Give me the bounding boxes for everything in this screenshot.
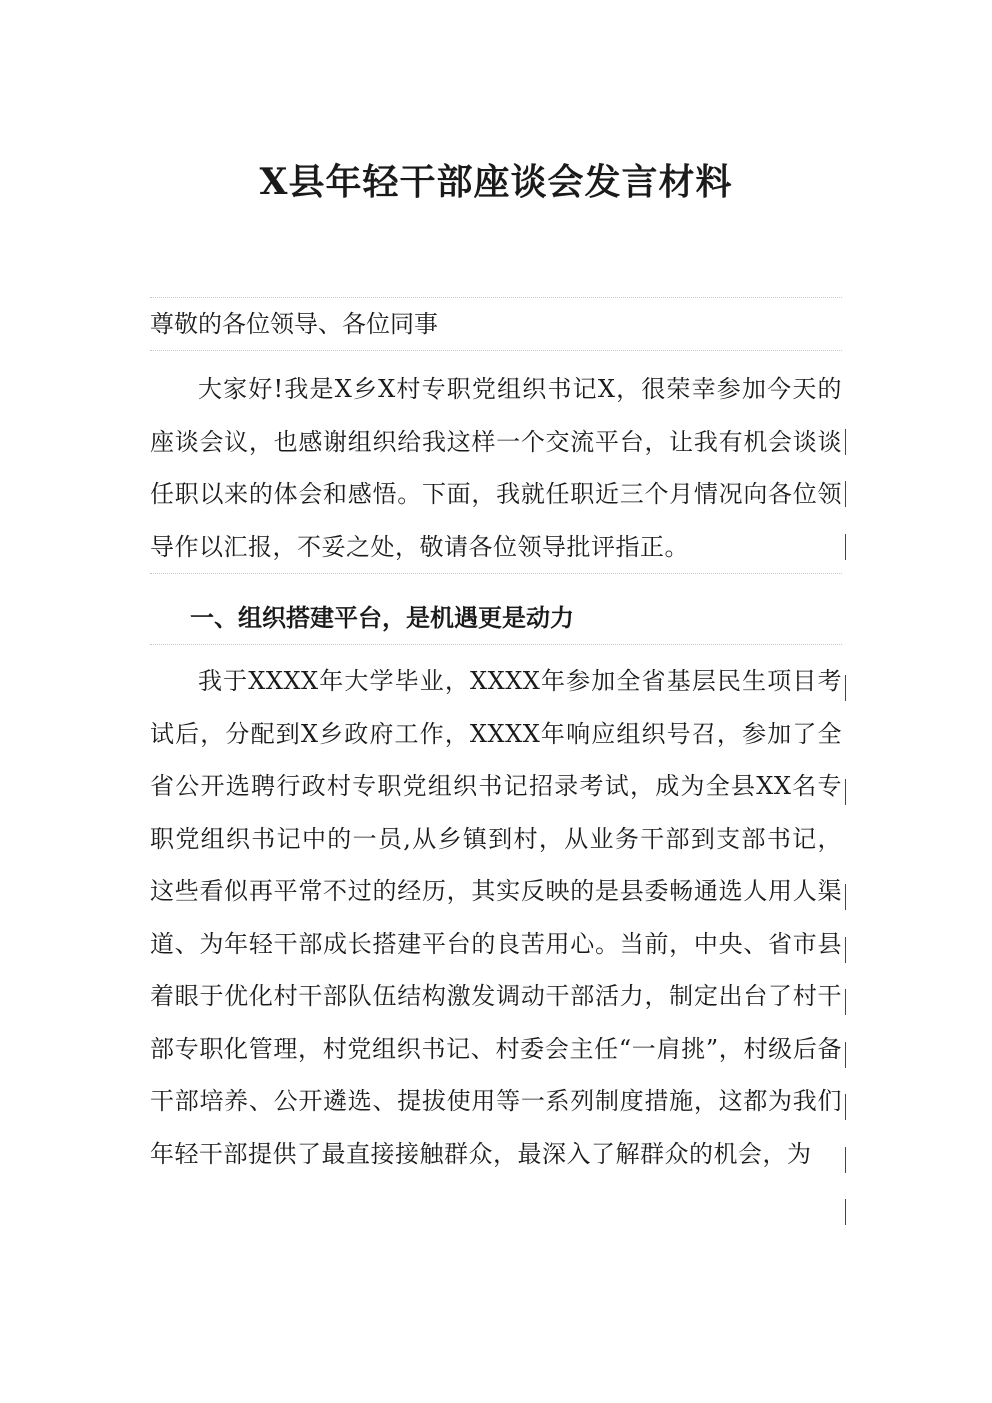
line-end-mark bbox=[845, 481, 846, 507]
document-body bbox=[150, 297, 842, 1180]
document-title: X县年轻干部座谈会发言材料 bbox=[259, 161, 733, 203]
line-end-mark bbox=[845, 1199, 846, 1225]
intro-block bbox=[150, 363, 842, 574]
line-end-marks bbox=[844, 363, 846, 573]
line-end-mark bbox=[845, 779, 846, 805]
intro-paragraph: 大家好!我是X乡X村专职党组织书记X，很荣幸参加今天的座谈会议，也感谢组织给我这样一个交流平台，让我有机会谈谈任职以来的体会和感悟。下面，我就任职近三个月情况向各位领导作以汇报，不妥之处，敬请各位领导批评指正。 bbox=[150, 375, 842, 561]
line-end-mark bbox=[845, 534, 846, 560]
line-end-mark bbox=[845, 1042, 846, 1068]
section-body-block bbox=[150, 655, 842, 1180]
line-end-mark bbox=[845, 429, 846, 455]
section-paragraph: 我于XXXX年大学毕业，XXXX年参加全省基层民生项目考试后，分配到X乡政府工作，XXXX年响应组织号召，参加了全省公开选聘行政村专职党组织书记招录考试，成为全县XX名专职党组织书记中的一员,从乡镇到村，从业务干部到支部书记，这些看似再平常不过的经历，其实反映的是县委畅通选人用人渠道、为年轻干部成长搭建平台的良苦用心。当前，中央、省市县着眼于优化村干部队伍结构激发调动干部活力，制定出台了村干部专职化管理，村党组织书记、村委会主任“一肩挑”，村级后备干部培养、公开遴选、提拔使用等一系列制度措施，这都为我们年轻干部提供了最直接接触群众，最深入了解群众的机会，为 bbox=[150, 667, 842, 1168]
line-end-mark bbox=[845, 989, 846, 1015]
line-end-mark bbox=[845, 675, 846, 701]
section-heading-block bbox=[150, 592, 842, 645]
line-end-mark bbox=[845, 884, 846, 910]
salutation-block bbox=[150, 297, 842, 351]
salutation: 尊敬的各位领导、各位同事 bbox=[150, 310, 438, 338]
line-end-marks bbox=[844, 655, 846, 1180]
line-end-mark bbox=[845, 1094, 846, 1120]
section-heading: 一、组织搭建平台，是机遇更是动力 bbox=[190, 604, 574, 632]
line-end-mark bbox=[845, 1147, 846, 1173]
line-end-mark bbox=[845, 937, 846, 963]
